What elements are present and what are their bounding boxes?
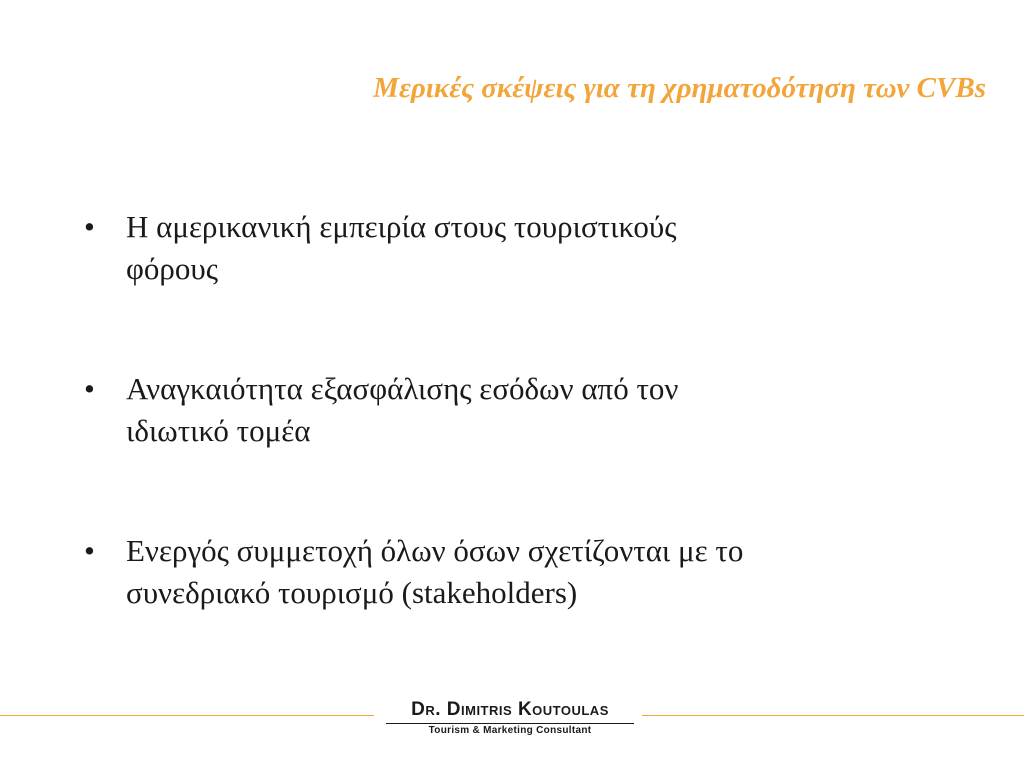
footer-divider-left [0,715,374,716]
logo-tagline: Tourism & Marketing Consultant [428,725,592,736]
bullet-text-line: συνεδριακό τουρισμό (stakeholders) [126,575,578,610]
logo-name: Dr. Dimitris Koutoulas [386,699,634,724]
consultant-logo [386,699,634,738]
bullet-icon: • [84,371,95,406]
bullet-text-line: Ενεργός συμμετοχή όλων όσων σχετίζονται με το [126,533,744,568]
bullet-item [84,368,964,452]
bullet-item [84,206,964,290]
bullet-text-line: Η αμερικανική εμπειρία στους τουριστικούς [126,209,677,244]
bullet-text-line: Αναγκαιότητα εξασφάλισης εσόδων από τον [126,371,679,406]
slide-title: Μερικές σκέψεις για τη χρηματοδότηση των CVBs [373,72,986,104]
footer-divider-right [642,715,1024,716]
bullet-item [84,530,964,614]
bullet-text-line: φόρους [126,251,218,286]
bullet-list [84,206,964,614]
bullet-text-line: ιδιωτικό τομέα [126,413,311,448]
bullet-icon: • [84,533,95,568]
bullet-icon: • [84,209,95,244]
